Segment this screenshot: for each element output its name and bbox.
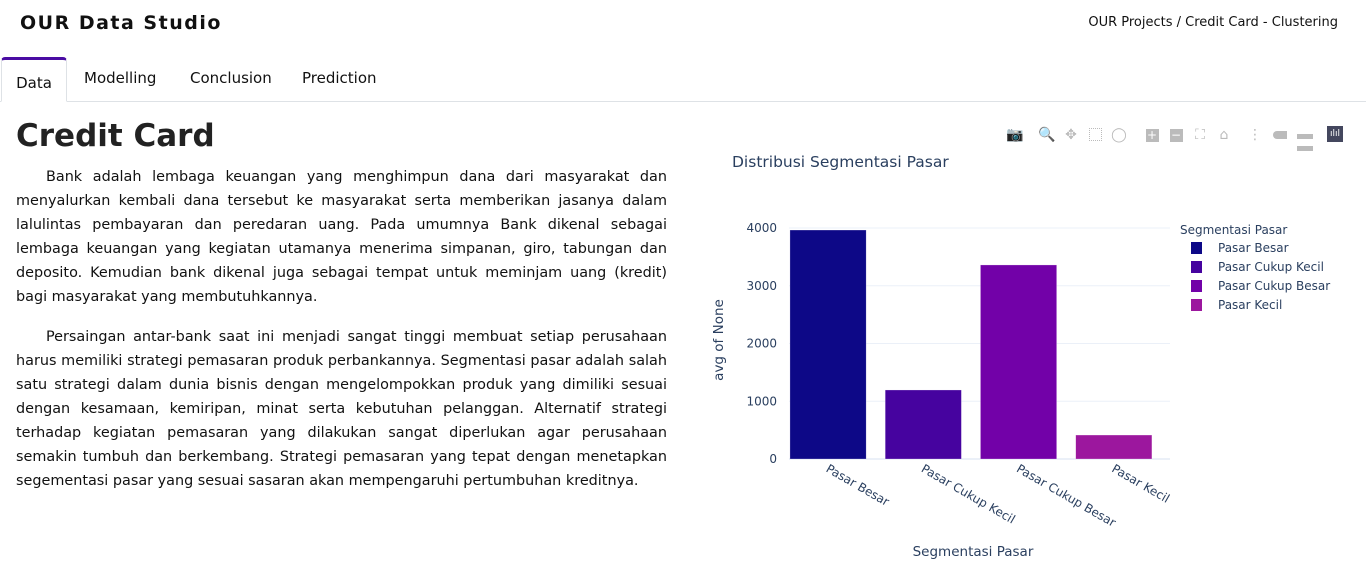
y-tick-label: 1000: [746, 394, 777, 409]
tab-prediction[interactable]: Prediction: [302, 69, 377, 87]
legend-item: Pasar Kecil: [1218, 298, 1283, 312]
x-tick-label: Pasar Besar: [823, 461, 892, 509]
description: [16, 165, 667, 509]
y-tick-label: 0: [769, 452, 777, 466]
zoom-icon[interactable]: 🔍: [1038, 127, 1056, 143]
reset-axes-icon[interactable]: ⌂: [1219, 127, 1229, 143]
zoom-in-icon[interactable]: +: [1146, 128, 1158, 142]
bar-pasar-cukup-besar: [980, 265, 1056, 459]
x-tick-label: Pasar Cukup Besar: [1014, 461, 1119, 530]
bar-pasar-besar: [790, 230, 866, 459]
legend-item: Pasar Cukup Kecil: [1218, 260, 1324, 274]
y-axis-title: avg of None: [711, 299, 727, 381]
legend-swatch: [1191, 299, 1202, 311]
tab-bar: [0, 57, 1366, 102]
legend-swatch: [1191, 280, 1202, 292]
bar-chart: [686, 140, 1366, 580]
y-tick-label: 2000: [746, 336, 777, 351]
plotly-logo-icon[interactable]: ılıl: [1327, 126, 1343, 142]
x-axis-title: Segmentasi Pasar: [912, 544, 1034, 560]
brand-title: OUR Data Studio: [20, 12, 222, 34]
chart-title: Distribusi Segmentasi Pasar: [732, 153, 949, 171]
y-tick-label: 4000: [746, 221, 777, 235]
legend-item: Pasar Besar: [1218, 241, 1289, 255]
lasso-icon[interactable]: ◯: [1111, 127, 1127, 143]
bar-pasar-cukup-kecil: [885, 390, 961, 459]
bar-pasar-kecil: [1076, 435, 1152, 459]
breadcrumb[interactable]: OUR Projects / Credit Card - Clustering: [1088, 15, 1338, 30]
top-bar: [0, 0, 1366, 50]
autoscale-icon[interactable]: ⛶: [1195, 127, 1205, 143]
pan-icon[interactable]: ✥: [1065, 127, 1077, 143]
page-title: Credit Card: [16, 118, 215, 154]
legend-title: Segmentasi Pasar: [1180, 223, 1288, 237]
paragraph: Bank adalah lembaga keuangan yang menghimpun dana dari masyarakat dan menyalurkan kembali dana tersebut ke masyarakat serta memberikan jasanya dalam lalulintas pembayaran dan peredaran uang. Pada umumnya Bank dikenal sebagai lembaga keuangan yang kegiatan utamanya menerima simpanan, giro, tabungan dan deposito. Kemudian bank dikenal juga sebagai tempat untuk meminjam uang (kredit) bagi masyarakat yang membutuhkannya.: [16, 169, 667, 305]
legend-swatch: [1191, 242, 1202, 254]
y-tick-label: 3000: [746, 278, 777, 293]
x-tick-label: Pasar Kecil: [1109, 461, 1173, 506]
camera-icon[interactable]: 📷: [1006, 127, 1024, 143]
legend-item: Pasar Cukup Besar: [1218, 279, 1331, 293]
x-tick-label: Pasar Cukup Kecil: [918, 461, 1018, 527]
spike-lines-icon[interactable]: ⋮: [1248, 127, 1262, 143]
tab-data[interactable]: Data: [1, 57, 67, 102]
tab-conclusion[interactable]: Conclusion: [190, 69, 272, 87]
legend-swatch: [1191, 261, 1202, 273]
zoom-out-icon[interactable]: −: [1170, 128, 1182, 142]
tab-modelling[interactable]: Modelling: [84, 69, 157, 87]
paragraph: Persaingan antar-bank saat ini menjadi sangat tinggi membuat setiap perusahaan harus memiliki strategi pemasaran produk perbankannya. Segmentasi pasar adalah salah satu strategi dalam dunia bisnis dengan mengelompokkan produk yang dimiliki sesuai dengan kesamaan, kemiripan, minat serta kebutuhan pelanggan. Alternatif strategi terhadap kegiatan pemasaran yang dilakukan sangat diperlukan agar perusahaan semakin tumbuh dan berkembang. Strategi pemasaran yang tepat dengan menetapkan segementasi pasar yang sesuai sasaran akan mempengaruhi pertumbuhan kreditnya.: [16, 329, 667, 489]
